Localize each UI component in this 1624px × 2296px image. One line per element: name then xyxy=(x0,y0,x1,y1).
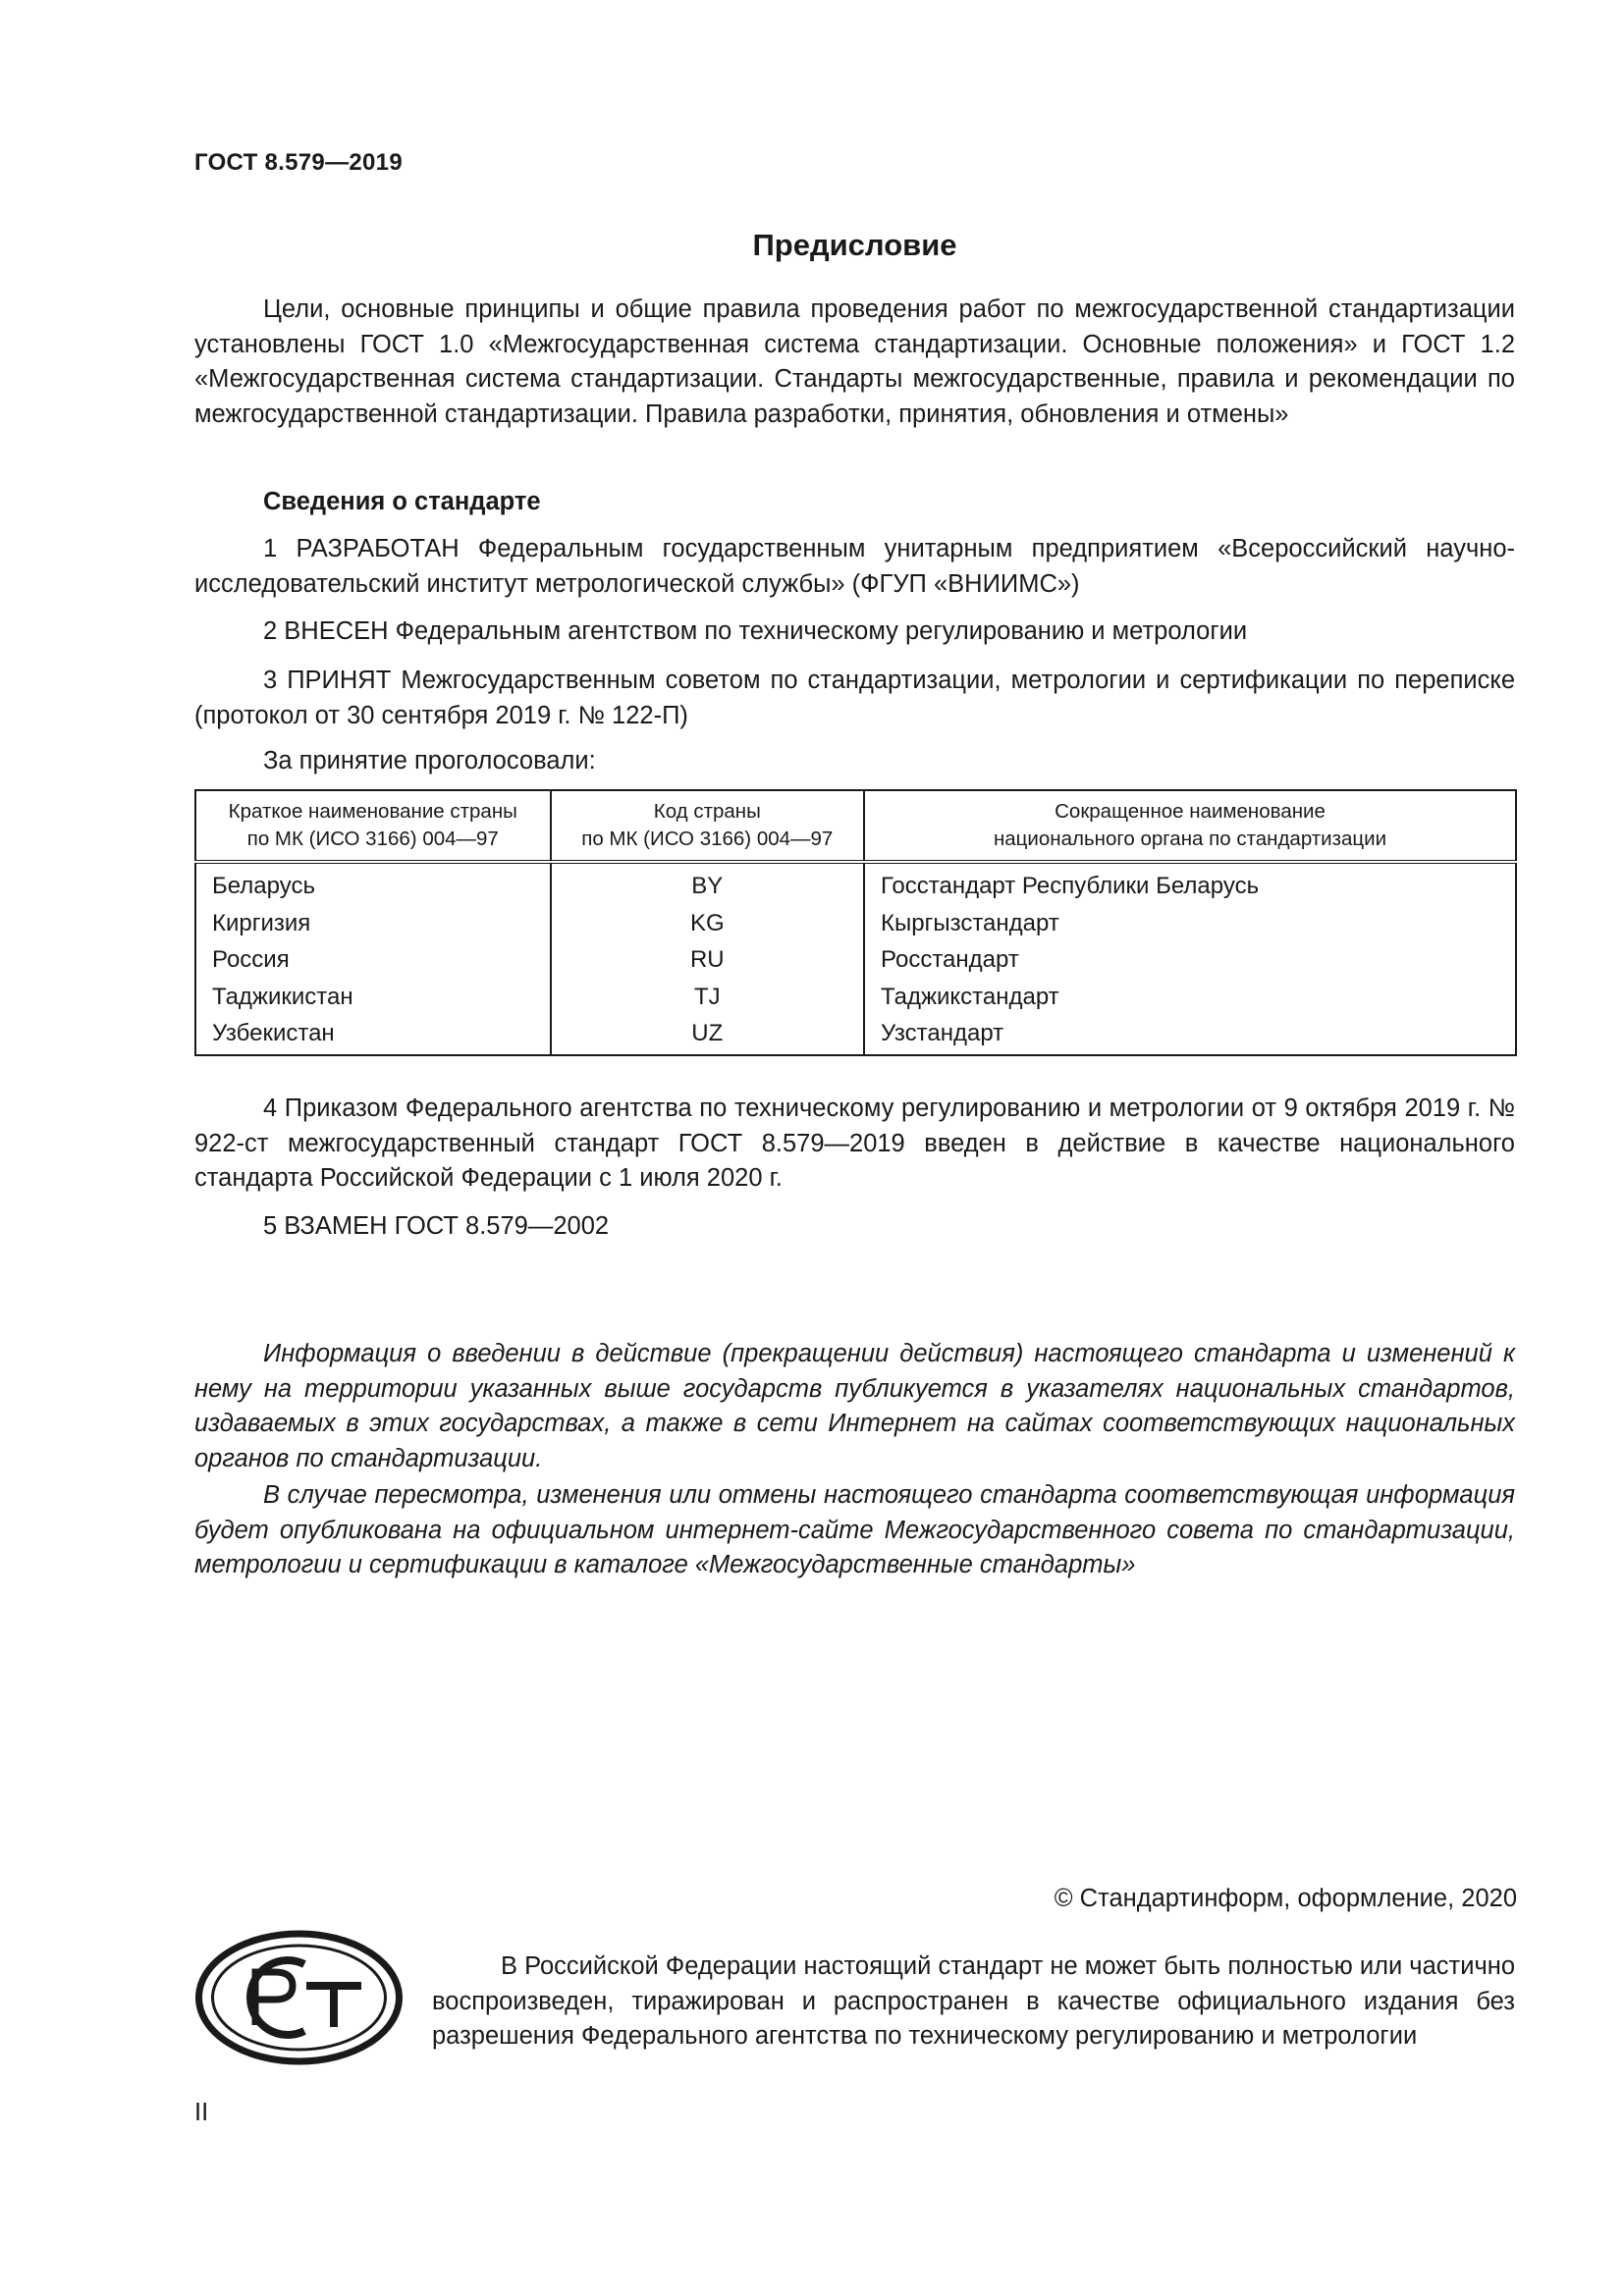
country-name: Узбекистан xyxy=(195,1015,551,1055)
table-row xyxy=(195,1015,1516,1055)
country-name: Россия xyxy=(195,941,551,979)
country-code: KG xyxy=(551,905,864,942)
notice-publication: Информация о введении в действие (прекращении действия) настоящего стандарта и изменений к нему на территории указанных выше государств публикуется в указателях национальных стандартов, издаваемых в этих государствах, а также в сети Интернет на сайтах соответствующих национальных органов по стандартизации. xyxy=(194,1340,1515,1472)
country-code: RU xyxy=(551,941,864,979)
country-name: Киргизия xyxy=(195,905,551,942)
page-title: Предисловие xyxy=(752,228,957,262)
country-code: TJ xyxy=(551,979,864,1016)
intro-paragraph: Цели, основные принципы и общие правила проведения работ по межгосударственной стандартизации установлены ГОСТ 1.0 «Межгосударственная система стандартизации. Основные положения» и ГОСТ 1.2 «Межгосударственная система стандартизации. Стандарты межгосударственные, правила и рекомендации по межгосударственной стандартизации. Правила разработки, принятия, обновления и отмены» xyxy=(194,295,1515,428)
item-submitted: 2 ВНЕСЕН Федеральным агентством по техническому регулированию и метрологии xyxy=(263,617,1248,645)
copyright-line: © Стандартинформ, оформление, 2020 xyxy=(1054,1885,1517,1912)
country-name: Таджикистан xyxy=(195,979,551,1016)
voted-label: За принятие проголосовали: xyxy=(263,747,596,774)
notice-revision: В случае пересмотра, изменения или отмены настоящего стандарта соответствующая информация будет опубликована на официальном интернет-сайте Межгосударственного совета по стандартизации, метрологии и сертификации в каталоге «Межгосударственные стандарты» xyxy=(194,1481,1515,1578)
table-row xyxy=(195,979,1516,1016)
votes-table xyxy=(194,789,1517,1056)
national-body: Госстандарт Республики Беларусь xyxy=(864,862,1516,905)
item-enacted: 4 Приказом Федерального агентства по техническому регулированию и метрологии от 9 октября 2019 г. № 922-ст межгосударственный стандарт ГОСТ 8.579—2019 введен в действие в качестве национального стандарта Российской Федерации с 1 июля 2020 г. xyxy=(194,1095,1515,1192)
page-number: II xyxy=(194,2099,209,2126)
national-body: Росстандарт xyxy=(864,941,1516,979)
rights-notice: В Российской Федерации настоящий стандарт не может быть полностью или частично воспроизведен, тиражирован и распространен в качестве официального издания без разрешения Федерального агентства по техническому регулированию и метрологии xyxy=(432,1952,1515,2050)
national-body: Таджикстандарт xyxy=(864,979,1516,1016)
table-header-row xyxy=(195,790,1516,862)
item-adopted: 3 ПРИНЯТ Межгосударственным советом по стандартизации, метрологии и сертификации по переписке (протокол от 30 сентября 2019 г. № 122-П) xyxy=(194,667,1515,729)
table-row xyxy=(195,862,1516,905)
country-name: Беларусь xyxy=(195,862,551,905)
national-body: Узстандарт xyxy=(864,1015,1516,1055)
header-country-code: Код страны по МК (ИСО 3166) 004—97 xyxy=(551,790,864,862)
table-row xyxy=(195,905,1516,942)
header-country-name: Краткое наименование страны по МК (ИСО 3166) 004—97 xyxy=(195,790,551,862)
country-code: BY xyxy=(551,862,864,905)
table-row xyxy=(195,941,1516,979)
info-heading: Сведения о стандарте xyxy=(263,488,541,515)
country-code: UZ xyxy=(551,1015,864,1055)
item-developed: 1 РАЗРАБОТАН Федеральным государственным унитарным предприятием «Всероссийский научно-исследовательский институт метрологической службы» (ФГУП «ВНИИМС») xyxy=(194,535,1515,598)
document-code: ГОСТ 8.579—2019 xyxy=(194,149,403,176)
item-replaces: 5 ВЗАМЕН ГОСТ 8.579—2002 xyxy=(263,1212,610,1240)
header-national-body: Сокращенное наименование национального органа по стандартизации xyxy=(864,790,1516,862)
national-body: Кыргызстандарт xyxy=(864,905,1516,942)
rst-logo-icon xyxy=(194,1929,404,2066)
